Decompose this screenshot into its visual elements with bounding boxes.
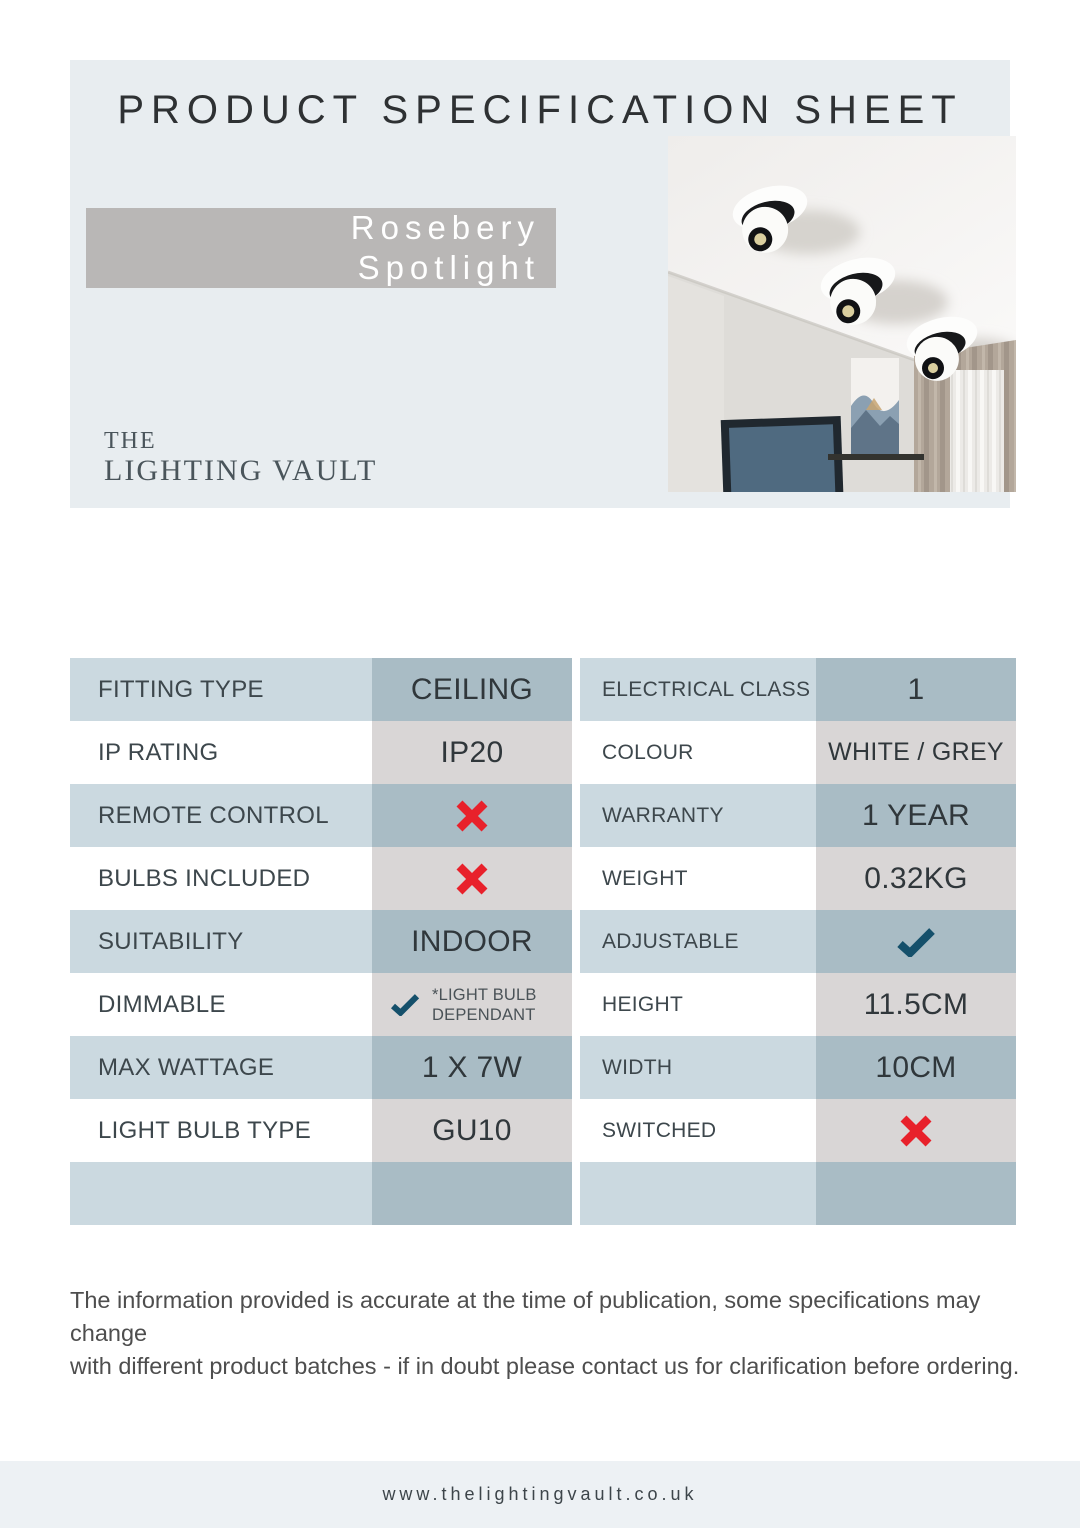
spec-label-fitting-type: FITTING TYPE bbox=[70, 658, 372, 721]
spec-value: CEILING bbox=[372, 658, 572, 721]
spec-label-electrical-class: ELECTRICAL CLASS bbox=[580, 658, 816, 721]
brand-logo bbox=[104, 428, 377, 488]
spec-row bbox=[70, 721, 572, 784]
spec-value: GU10 bbox=[372, 1099, 572, 1162]
spec-label-empty bbox=[70, 1162, 372, 1225]
spec-label-switched: SWITCHED bbox=[580, 1099, 816, 1162]
spec-value: 1 YEAR bbox=[816, 784, 1016, 847]
spec-row bbox=[580, 910, 1016, 973]
spec-row bbox=[580, 847, 1016, 910]
product-name-line1: Rosebery bbox=[350, 209, 540, 246]
spec-label-max-wattage: MAX WATTAGE bbox=[70, 1036, 372, 1099]
spec-row bbox=[70, 1036, 572, 1099]
spec-label-height: HEIGHT bbox=[580, 973, 816, 1036]
spec-label-empty bbox=[580, 1162, 816, 1225]
spec-label-weight: WEIGHT bbox=[580, 847, 816, 910]
tv bbox=[721, 416, 844, 492]
spec-table-right bbox=[580, 658, 1016, 1225]
brand-line2: LIGHTING VAULT bbox=[104, 454, 378, 487]
spec-label-warranty: WARRANTY bbox=[580, 784, 816, 847]
spec-label-bulbs-included: BULBS INCLUDED bbox=[70, 847, 372, 910]
spec-label-remote-control: REMOTE CONTROL bbox=[70, 784, 372, 847]
page-title: PRODUCT SPECIFICATION SHEET bbox=[117, 88, 963, 132]
brand-line1: THE bbox=[104, 428, 157, 454]
spec-label-light-bulb-type: LIGHT BULB TYPE bbox=[70, 1099, 372, 1162]
spec-row bbox=[70, 784, 572, 847]
spec-label-dimmable: DIMMABLE bbox=[70, 973, 372, 1036]
spec-row bbox=[580, 1099, 1016, 1162]
spec-value: 1 X 7W bbox=[372, 1036, 572, 1099]
spec-value bbox=[372, 973, 572, 1036]
spec-row bbox=[580, 784, 1016, 847]
window-sheer bbox=[950, 370, 1004, 492]
spec-value: 10CM bbox=[816, 1036, 1016, 1099]
spec-label-adjustable: ADJUSTABLE bbox=[580, 910, 816, 973]
product-name-box bbox=[86, 208, 556, 288]
spec-row bbox=[580, 658, 1016, 721]
spec-label-width: WIDTH bbox=[580, 1036, 816, 1099]
spec-value bbox=[816, 910, 1016, 973]
spec-value: WHITE / GREY bbox=[816, 721, 1016, 784]
spec-row bbox=[70, 910, 572, 973]
website-url: www.thelightingvault.co.uk bbox=[382, 1484, 698, 1504]
dimmable-note: *LIGHT BULB DEPENDANT bbox=[432, 985, 537, 1024]
product-photo bbox=[668, 136, 1016, 492]
spec-row bbox=[70, 847, 572, 910]
spec-value bbox=[372, 784, 572, 847]
spec-row bbox=[580, 973, 1016, 1036]
spec-row bbox=[580, 721, 1016, 784]
spec-table-left bbox=[70, 658, 572, 1225]
spec-row bbox=[70, 1099, 572, 1162]
spec-value bbox=[372, 1162, 572, 1225]
red-cross-icon bbox=[454, 861, 490, 897]
spec-row bbox=[580, 1162, 1016, 1225]
footer-bar bbox=[0, 1461, 1080, 1528]
spec-row bbox=[70, 973, 572, 1036]
spec-value: 1 bbox=[816, 658, 1016, 721]
product-name-line2: Spotlight bbox=[357, 249, 540, 286]
room-scene-illustration bbox=[668, 136, 1016, 492]
teal-check-icon bbox=[390, 993, 420, 1016]
red-cross-icon bbox=[898, 1113, 934, 1149]
spec-label-ip-rating: IP RATING bbox=[70, 721, 372, 784]
spec-label-colour: COLOUR bbox=[580, 721, 816, 784]
spec-label-suitability: SUITABILITY bbox=[70, 910, 372, 973]
spec-value: INDOOR bbox=[372, 910, 572, 973]
spec-row bbox=[580, 1036, 1016, 1099]
spec-value: 11.5CM bbox=[816, 973, 1016, 1036]
disclaimer-text bbox=[70, 1284, 1020, 1383]
spec-value bbox=[816, 1162, 1016, 1225]
spec-value: 0.32KG bbox=[816, 847, 1016, 910]
spec-value bbox=[372, 847, 572, 910]
spec-row bbox=[70, 1162, 572, 1225]
disclaimer-line1: The information provided is accurate at the time of publication, some specifications may change bbox=[70, 1287, 981, 1346]
spec-value: IP20 bbox=[372, 721, 572, 784]
red-cross-icon bbox=[454, 798, 490, 834]
shelf bbox=[828, 454, 924, 460]
teal-check-icon bbox=[896, 927, 936, 957]
spec-value bbox=[816, 1099, 1016, 1162]
spec-row bbox=[70, 658, 572, 721]
disclaimer-line2: with different product batches - if in doubt please contact us for clarification before ordering. bbox=[70, 1353, 1020, 1379]
